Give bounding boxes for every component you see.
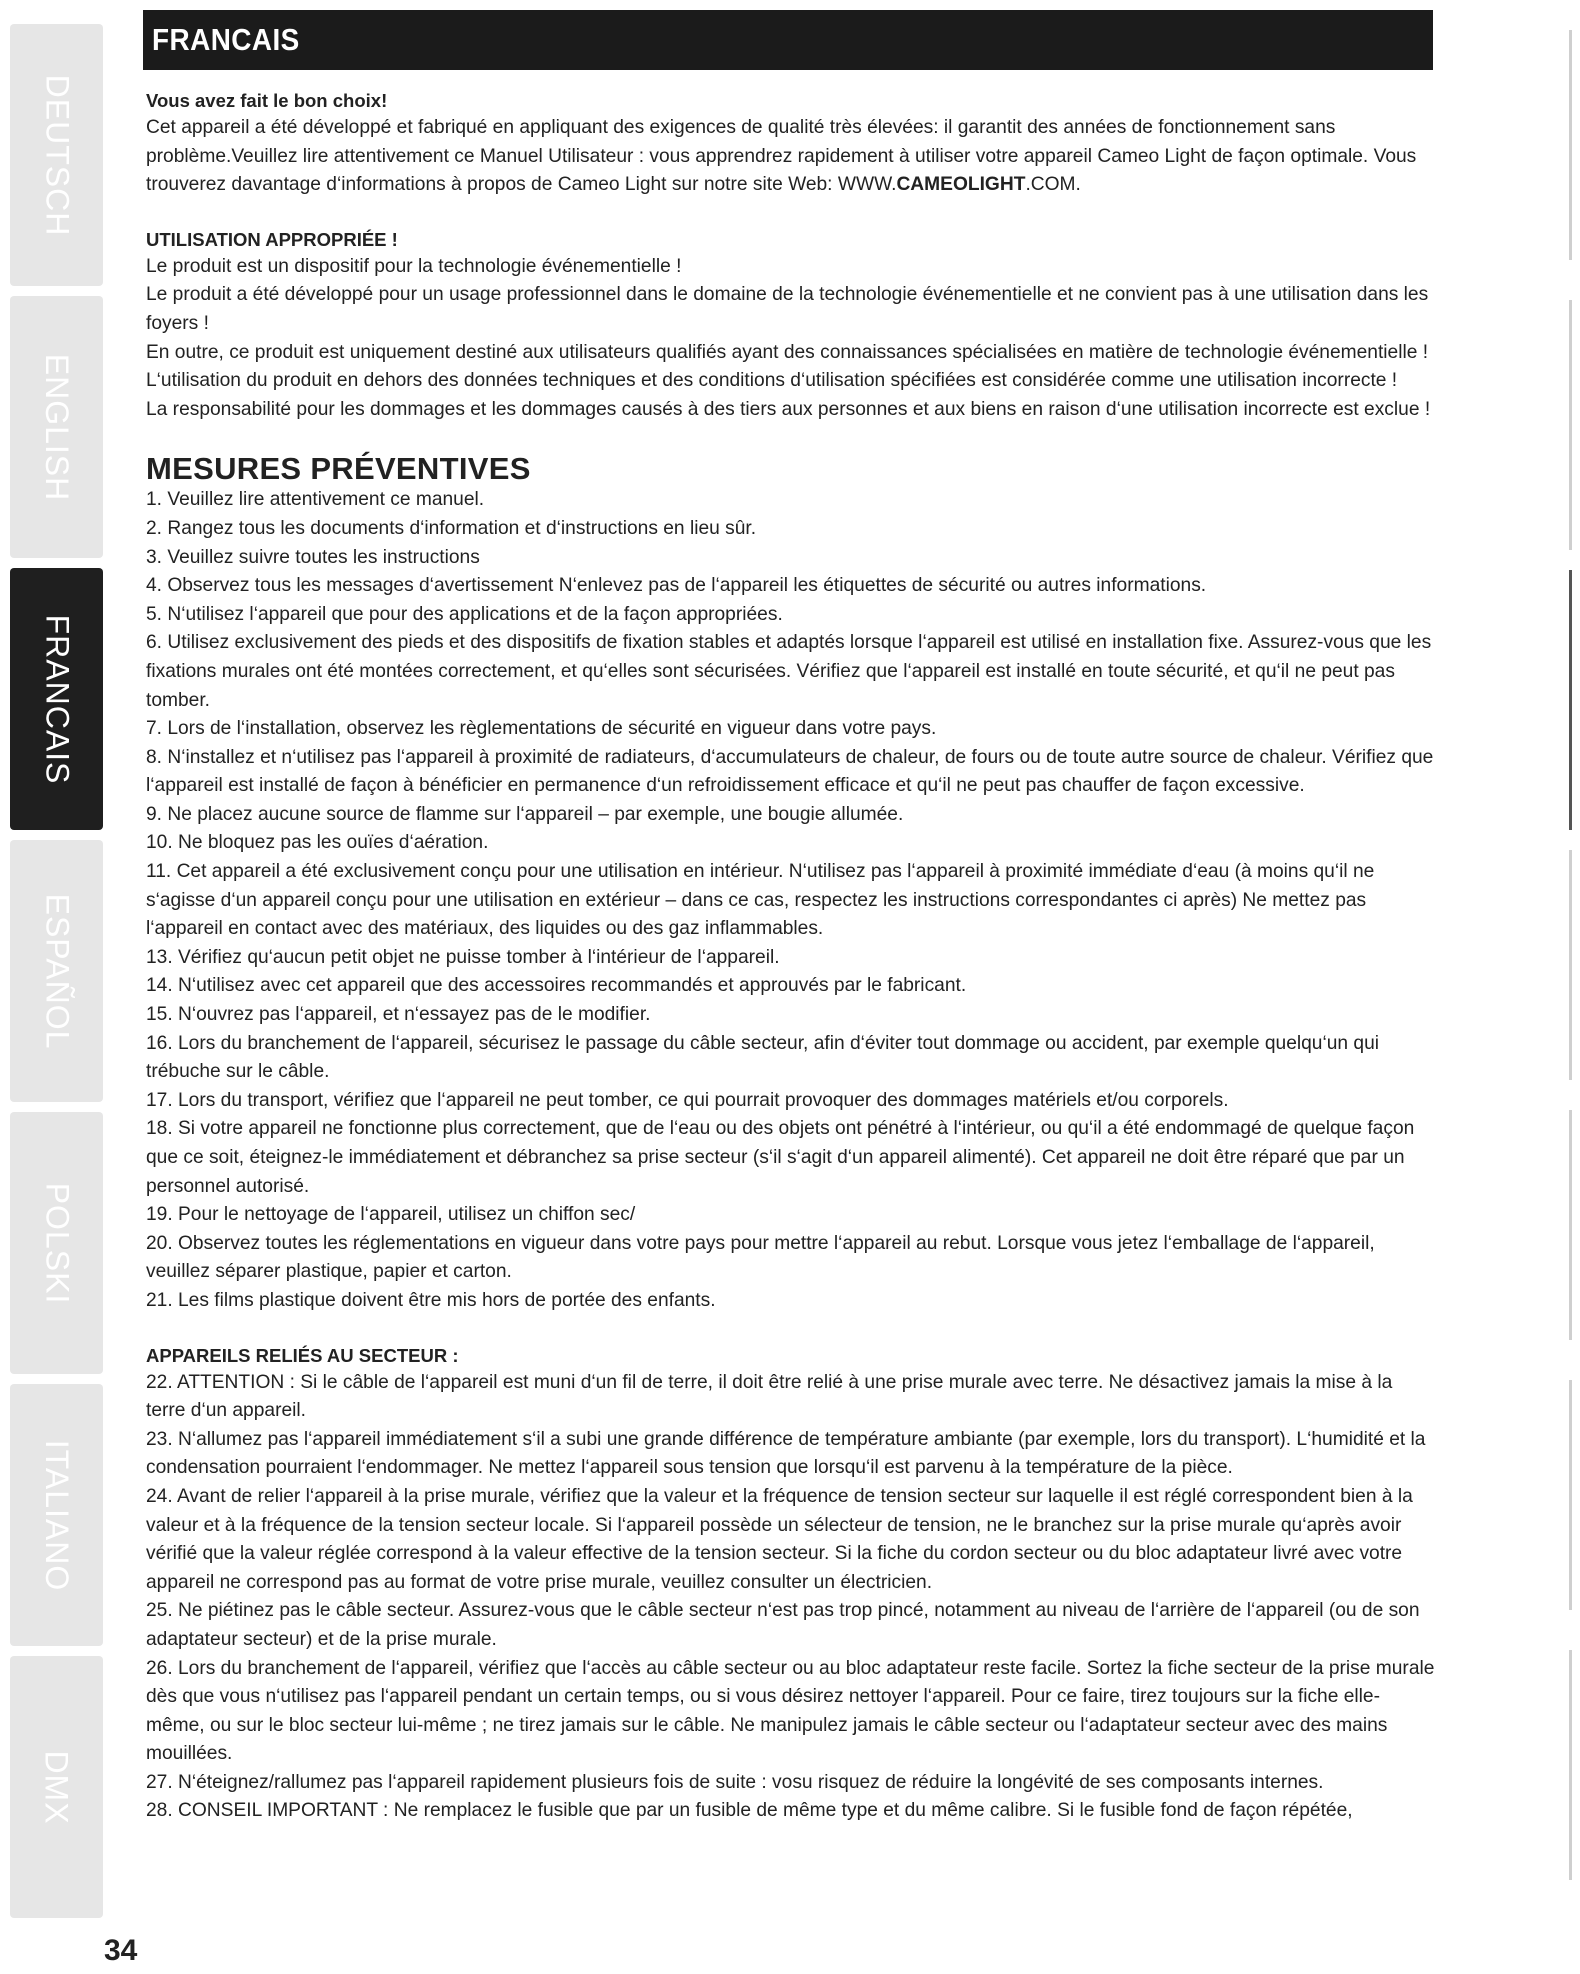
list-item: 16. Lors du branchement de l‘appareil, sécurisez le passage du câble secteur, afin d‘éviter tout dommage ou accident, par exemple quelqu‘un qui trébuche sur le câble. <box>146 1032 1380 1083</box>
list-item: 14. N‘utilisez avec cet appareil que des accessoires recommandés et approuvés par le fabricant. <box>146 975 967 997</box>
list-item: 2. Rangez tous les documents d‘information et d‘instructions en lieu sûr. <box>146 517 757 539</box>
page-number: 34 <box>104 1934 138 1967</box>
usage-paragraph: L‘utilisation du produit en dehors des données techniques et des conditions d‘utilisation spécifiées est considérée comme une utilisation incorrecte ! <box>146 370 1398 392</box>
list-item: 3. Veuillez suivre toutes les instructions <box>146 546 480 568</box>
edge-mark <box>1569 1110 1572 1340</box>
list-item: 21. Les films plastique doivent être mis hors de portée des enfants. <box>146 1289 716 1311</box>
preventive-heading: MESURES PRÉVENTIVES <box>146 451 531 487</box>
edge-mark <box>1569 850 1572 1080</box>
intro-paragraph <box>146 114 1436 200</box>
mains-heading: APPAREILS RELIÉS AU SECTEUR : <box>146 1344 459 1366</box>
tab-italiano-label: ITALIANO <box>39 1439 75 1591</box>
usage-paragraph: En outre, ce produit est uniquement destiné aux utilisateurs qualifiés ayant des connaissances spécialisées en matière de technologie événementielle ! <box>146 341 1429 363</box>
list-item: 5. N‘utilisez l‘appareil que pour des applications et de la façon appropriées. <box>146 603 783 625</box>
list-item: 9. Ne placez aucune source de flamme sur l‘appareil – par exemple, une bougie allumée. <box>146 803 904 825</box>
tab-francais-label: FRANCAIS <box>39 614 76 784</box>
main-content <box>146 88 1436 1826</box>
tab-polski-label: POLSKI <box>39 1182 76 1304</box>
list-item: 23. N‘allumez pas l‘appareil immédiatement s‘il a subi une grande différence de température ambiante (par exemple, lors du transport). L‘humidité et la condensation pourraient l‘endommager. Ne mettez l‘appareil sous tension que lorsqu‘il est parvenu à la température de la pièce. <box>146 1428 1426 1479</box>
tab-italiano[interactable] <box>10 1384 103 1646</box>
usage-paragraph: Le produit est un dispositif pour la technologie événementielle ! <box>146 255 682 277</box>
list-item: 19. Pour le nettoyage de l‘appareil, utilisez un chiffon sec/ <box>146 1204 636 1226</box>
usage-heading: UTILISATION APPROPRIÉE ! <box>146 228 398 250</box>
tab-deutsch-label: DEUTSCH <box>39 74 76 236</box>
list-item: 26. Lors du branchement de l‘appareil, vérifiez que l‘accès au câble secteur ou au bloc adaptateur reste facile. Sortez la fiche secteur de la prise murale dès que vous n‘utilisez pas l‘appareil pendant un certain temps, ou si vous désirez nettoyer l‘appareil. Pour ce faire, tirez toujours sur la fiche elle-même, ou sur le bloc secteur lui-même ; ne tirez jamais sur le câble. Ne manipulez jamais le câble secteur ou l‘adaptateur secteur avec des mains mouillées. <box>146 1657 1435 1765</box>
list-item: 15. N‘ouvrez pas l‘appareil, et n‘essayez pas de le modifier. <box>146 1004 651 1026</box>
edge-mark <box>1569 570 1572 830</box>
list-item: 22. ATTENTION : Si le câble de l‘appareil est muni d‘un fil de terre, il doit être relié à une prise murale avec terre. Ne désactivez jamais la mise à la terre d‘un appareil. <box>146 1371 1393 1422</box>
edge-mark <box>1569 1650 1572 1880</box>
intro-heading: Vous avez fait le bon choix! <box>146 90 388 111</box>
list-item: 4. Observez tous les messages d‘avertissement N‘enlevez pas de l‘appareil les étiquettes de sécurité ou autres informations. <box>146 575 1207 597</box>
list-item: 1. Veuillez lire attentivement ce manuel. <box>146 489 485 511</box>
list-item: 27. N‘éteignez/rallumez pas l‘appareil rapidement plusieurs fois de suite : vosu risquez de réduire la longévité de ses composants internes. <box>146 1771 1324 1793</box>
tab-deutsch[interactable] <box>10 24 103 286</box>
edge-mark <box>1569 30 1572 260</box>
edge-mark <box>1569 300 1572 550</box>
list-item: 11. Cet appareil a été exclusivement conçu pour une utilisation en intérieur. N‘utilisez pas l‘appareil à proximité immédiate d‘eau (à moins qu‘il ne s‘agisse d‘un appareil conçu pour une utilisation en extérieur – dans ce cas, respectez les instructions correspondantes ci après) Ne mettez pas l‘appareil en contact avec des matériaux, des liquides ou des gaz inflammables. <box>146 861 1375 940</box>
list-item: 13. Vérifiez qu‘aucun petit objet ne puisse tomber à l‘intérieur de l‘appareil. <box>146 946 780 968</box>
tab-dmx[interactable] <box>10 1656 103 1918</box>
tab-english-label: ENGLISH <box>39 353 76 501</box>
usage-paragraph: La responsabilité pour les dommages et les dommages causés à des tiers aux personnes et aux biens en raison d‘une utilisation incorrecte est exclue ! <box>146 398 1431 420</box>
list-item: 20. Observez toutes les réglementations en vigueur dans votre pays pour mettre l‘appareil au rebut. Lorsque vous jetez l‘emballage de l‘appareil, veuillez séparer plastique, papier et carton. <box>146 1232 1375 1283</box>
tab-francais[interactable] <box>10 568 103 830</box>
list-item: 10. Ne bloquez pas les ouïes d‘aération. <box>146 832 489 854</box>
tab-dmx-label: DMX <box>38 1749 75 1825</box>
list-item: 17. Lors du transport, vérifiez que l‘appareil ne peut tomber, ce qui pourrait provoquer des dommages matériels et/ou corporels. <box>146 1089 1229 1111</box>
usage-paragraph: Le produit a été développé pour un usage professionnel dans le domaine de la technologie événementielle et ne convient pas à une utilisation dans les foyers ! <box>146 284 1429 334</box>
list-item: 28. CONSEIL IMPORTANT : Ne remplacez le fusible que par un fusible de même type et du même calibre. Si le fusible fond de façon répétée, <box>146 1800 1353 1822</box>
intro-text: Cet appareil a été développé et fabriqué en appliquant des exigences de qualité très élevées: il garantit des années de fonctionnement sans problème.Veuillez lire attentivement ce Manuel Utilisateur : vous apprendrez rapidement à utiliser votre appareil Cameo Light de façon optimale. Vous trouverez davantage d‘informations à propos de Cameo Light sur notre site Web: WWW. <box>146 117 1417 196</box>
brand-name: CAMEOLIGHT <box>896 174 1026 196</box>
section-header-bar <box>143 10 1433 70</box>
tab-english[interactable] <box>10 296 103 558</box>
list-item: 7. Lors de l‘installation, observez les règlementations de sécurité en vigueur dans votre pays. <box>146 718 937 740</box>
edge-mark <box>1569 1380 1572 1610</box>
tab-polski[interactable] <box>10 1112 103 1374</box>
intro-text-end: .COM. <box>1025 174 1081 196</box>
tab-espanol-label: ESPAÑOL <box>39 893 76 1049</box>
list-item: 24. Avant de relier l‘appareil à la prise murale, vérifiez que la valeur et la fréquence de tension secteur sur laquelle il est réglé correspondent bien à la valeur et à la fréquence de la tension secteur locale. Si l‘appareil possède un sélecteur de tension, ne le branchez sur la prise murale qu‘après avoir vérifié que la valeur réglée correspond à la valeur effective de la tension secteur. Si la fiche du cordon secteur ou du bloc adaptateur livré avec votre appareil ne correspond pas au format de votre prise murale, veuillez consulter un électricien. <box>146 1485 1413 1593</box>
list-item: 6. Utilisez exclusivement des pieds et des dispositifs de fixation stables et adaptés lorsque l‘appareil est utilisé en installation fixe. Assurez-vous que les fixations murales ont été montées correctement, et qu‘elles sont sécurisées. Vérifiez que l‘appareil est installé en toute sécurité, et qu‘il ne peut pas tomber. <box>146 632 1432 711</box>
section-title: FRANCAIS <box>152 22 300 57</box>
list-item: 8. N‘installez et n‘utilisez pas l‘appareil à proximité de radiateurs, d‘accumulateurs de chaleur, de fours ou de toute autre source de chaleur. Vérifiez que l‘appareil est installé de façon à bénéficier en permanence d‘un refroidissement efficace et qu‘il ne peut pas chauffer de façon excessive. <box>146 746 1434 797</box>
list-item: 25. Ne piétinez pas le câble secteur. Assurez-vous que le câble secteur n‘est pas trop pincé, notamment au niveau de l‘arrière de l‘appareil (ou de son adaptateur secteur) et de la prise murale. <box>146 1600 1420 1650</box>
list-item: 18. Si votre appareil ne fonctionne plus correctement, que de l‘eau ou des objets ont pénétré à l‘intérieur, ou qu‘il a été endommagé de quelque façon que ce soit, éteignez-le immédiatement et débranchez sa prise secteur (s‘il s‘agit d‘un appareil alimenté). Cet appareil ne doit être réparé que par un personnel autorisé. <box>146 1118 1415 1197</box>
tab-espanol[interactable] <box>10 840 103 1102</box>
